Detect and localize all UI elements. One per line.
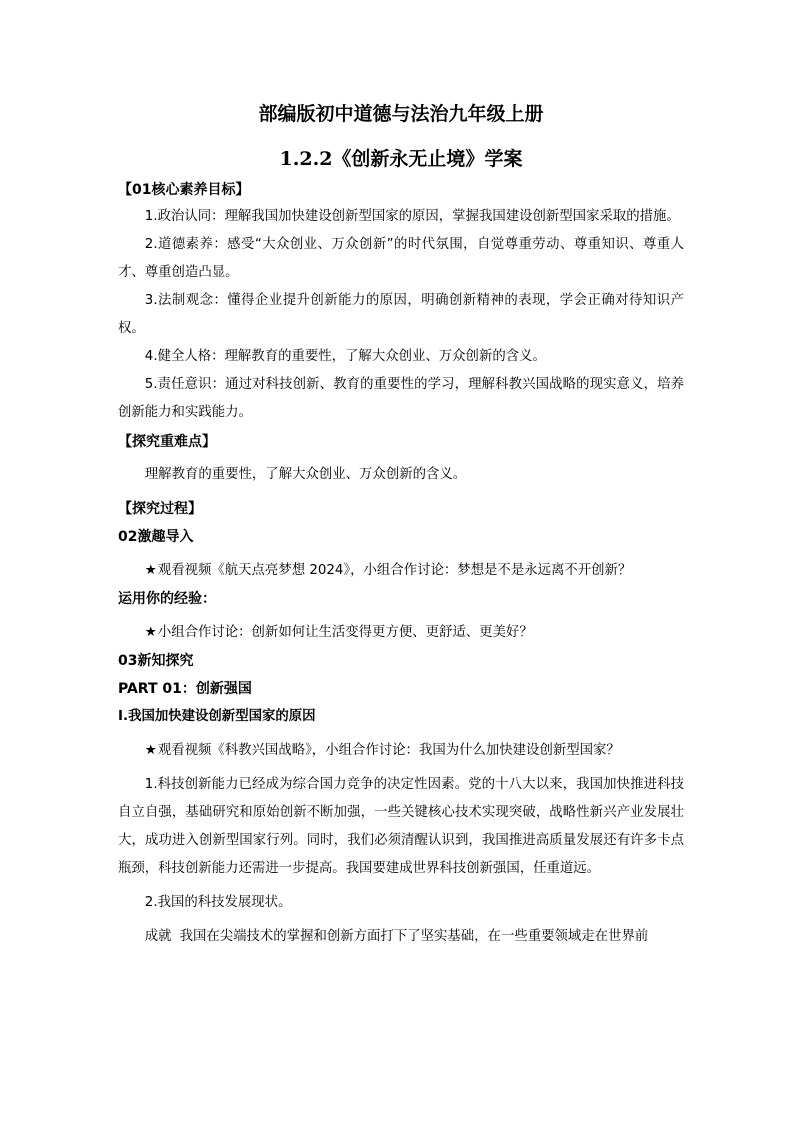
- intro-task: [118, 557, 684, 585]
- star-icon: ★: [144, 563, 157, 578]
- objective-item-2: 2.道德素养：感受“大众创业、万众创新”的时代氛围，自觉尊重劳动、尊重知识、尊重人才、尊重创造凸显。: [118, 237, 684, 280]
- experience-task: [118, 619, 684, 647]
- objective-item-1: 1.政治认同：理解我国加快建设创新型国家的原因，掌握我国建设创新型国家采取的措施。: [144, 209, 680, 224]
- intro-task-text: 观看视频《航天点亮梦想 2024》，小组合作讨论：梦想是不是永远离不开创新？: [157, 563, 632, 578]
- keypoints-text: 理解教育的重要性，了解大众创业、万众创新的含义。: [144, 467, 467, 482]
- experience-task-text: 小组合作讨论：创新如何让生活变得更方便、更舒适、更美好？: [157, 625, 533, 640]
- part-label: PART 01：创新强国: [118, 681, 252, 697]
- star-icon: ★: [144, 625, 157, 640]
- reason-paragraph-1: 1.科技创新能力已经成为综合国力竞争的决定性因素。党的十八大以来，我国加快推进科技自立自强，基础研究和原始创新不断加强，一些关键核心技术实现突破，战略性新兴产业发展壮大，成功进入创新型国家行列。同时，我们必须清醒认识到，我国推进高质量发展还有许多卡点瓶颈，科技创新能力还需进一步提高。我国要建成世界科技创新强国，任重道远。: [118, 777, 684, 876]
- explore-label: 03新知探究: [118, 653, 194, 669]
- reason-heading: Ⅰ.我国加快建设创新型国家的原因: [118, 709, 316, 724]
- objective-item-3: 3.法制观念：懂得企业提升创新能力的原因，明确创新精神的表现，学会正确对待知识产权。: [118, 293, 684, 336]
- achievement-label: 成就: [144, 929, 172, 944]
- objective-item-5: 5.责任意识：通过对科技创新、教育的重要性的学习，理解科教兴国战略的现实意义，培养创新能力和实践能力。: [118, 377, 684, 420]
- reason-task-text: 观看视频《科教兴国战略》，小组合作讨论：我国为什么加快建设创新型国家？: [157, 743, 620, 758]
- section-heading-objectives: 【01核心素养目标】: [118, 182, 250, 198]
- intro-label: 02激趣导入: [118, 529, 194, 545]
- achievement-paragraph: [118, 923, 684, 951]
- achievement-text: 我国在尖端技术的掌握和创新方面打下了坚实基础，在一些重要领域走在世界前: [179, 929, 649, 944]
- reason-task: [118, 737, 684, 765]
- document-content: [118, 100, 684, 951]
- document-title: 部编版初中道德与法治九年级上册: [258, 103, 544, 125]
- objective-item-4: 4.健全人格：理解教育的重要性，了解大众创业、万众创新的含义。: [144, 349, 546, 364]
- experience-label: 运用你的经验：: [118, 591, 216, 607]
- reason-paragraph-2: 2.我国的科技发展现状。: [144, 895, 292, 910]
- section-heading-keypoints: 【探究重难点】: [118, 434, 216, 450]
- document-subtitle: 1.2.2《创新永无止境》学案: [279, 148, 523, 170]
- section-heading-process: 【探究过程】: [118, 501, 202, 517]
- star-icon: ★: [144, 743, 157, 758]
